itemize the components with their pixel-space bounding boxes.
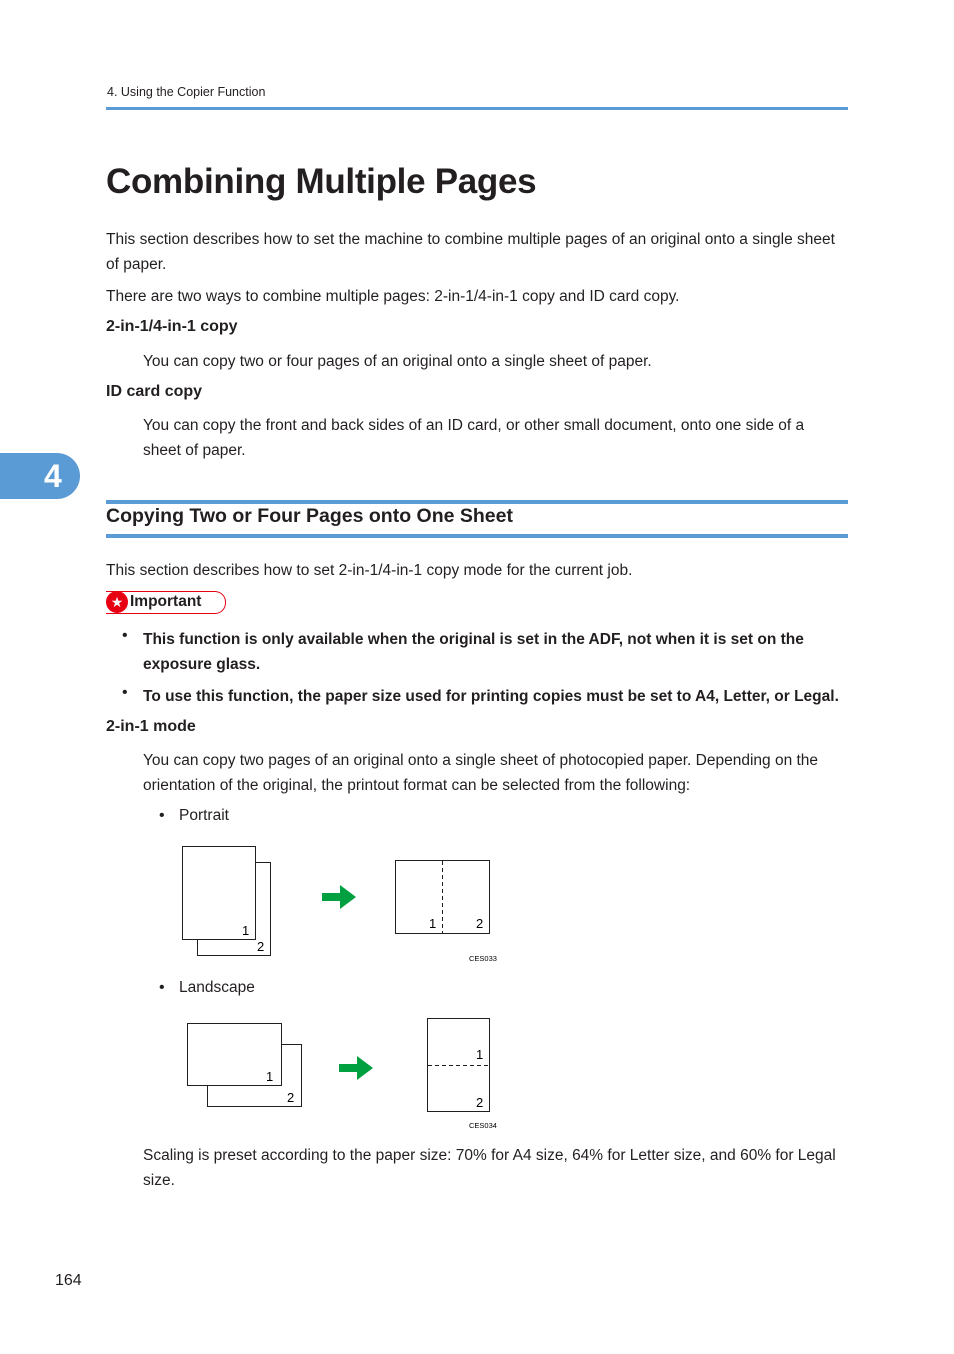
green-arrow-icon (322, 885, 356, 909)
figure-code: CES034 (469, 1121, 497, 1130)
important-bullet-1 (122, 627, 843, 677)
scaling-note: Scaling is preset according to the paper size: 70% for A4 size, 64% for Letter size, and 60% for Legal size. (143, 1147, 836, 1189)
green-arrow-icon (339, 1056, 373, 1080)
page-number-1: 1 (242, 923, 250, 938)
important-star-icon: ★ (106, 591, 128, 613)
section-title: Copying Two or Four Pages onto One Sheet (106, 505, 513, 527)
important-label: Important (130, 593, 202, 610)
important-bullet-2 (122, 684, 843, 709)
output-page-number-2: 2 (476, 1095, 484, 1110)
header-rule (106, 107, 848, 110)
intro-paragraph-1: This section describes how to set the machine to combine multiple pages of an original onto a single sheet of paper. (106, 231, 835, 273)
chapter-number: 4 (44, 458, 62, 494)
bullet-dot-icon: • (122, 627, 128, 644)
output-page-number-2: 2 (476, 916, 484, 931)
definition-desc-2in1-4in1: You can copy two or four pages of an original onto a single sheet of paper. (143, 353, 652, 370)
section-intro: This section describes how to set 2-in-1/4-in-1 copy mode for the current job. (106, 562, 633, 579)
definition-term-id-card: ID card copy (106, 383, 203, 400)
chapter-tab (0, 453, 80, 499)
page-number-2: 2 (257, 939, 265, 954)
page-number-2: 2 (287, 1090, 295, 1105)
bullet-dot-icon: • (159, 979, 165, 996)
page-number: 164 (55, 1272, 82, 1289)
output-page-number-1: 1 (429, 916, 437, 931)
page-number-1: 1 (266, 1069, 274, 1084)
portrait-figure (170, 840, 510, 965)
bullet-dot-icon: • (159, 807, 165, 824)
figure-code: CES033 (469, 954, 497, 963)
portrait-label: Portrait (179, 807, 229, 824)
page-title: Combining Multiple Pages (106, 162, 537, 201)
running-head: 4. Using the Copier Function (107, 85, 266, 99)
intro-paragraph-2: There are two ways to combine multiple pages: 2-in-1/4-in-1 copy and ID card copy. (106, 288, 680, 305)
section-rule-top (106, 500, 848, 504)
landscape-figure (170, 1012, 510, 1134)
portrait-option (159, 807, 229, 825)
mode-description: You can copy two pages of an original onto a single sheet of photocopied paper. Depending on the orientation of the original, the printout format can be selected from the following: (143, 752, 819, 794)
mode-title: 2-in-1 mode (106, 718, 196, 735)
bullet-dot-icon: • (122, 684, 128, 701)
definition-term-2in1-4in1: 2-in-1/4-in-1 copy (106, 318, 238, 335)
important-bullet-2-text: To use this function, the paper size used for printing copies must be set to A4, Letter, or Legal. (143, 688, 839, 705)
landscape-option (159, 979, 255, 997)
definition-desc-id-card: You can copy the front and back sides of an ID card, or other small document, onto one side of a sheet of paper. (143, 417, 805, 459)
landscape-label: Landscape (179, 979, 255, 996)
important-bullet-1-text: This function is only available when the original is set in the ADF, not when it is set on the exposure glass. (143, 631, 804, 673)
section-rule-bottom (106, 534, 848, 538)
important-callout (106, 591, 226, 614)
output-page-number-1: 1 (476, 1047, 484, 1062)
